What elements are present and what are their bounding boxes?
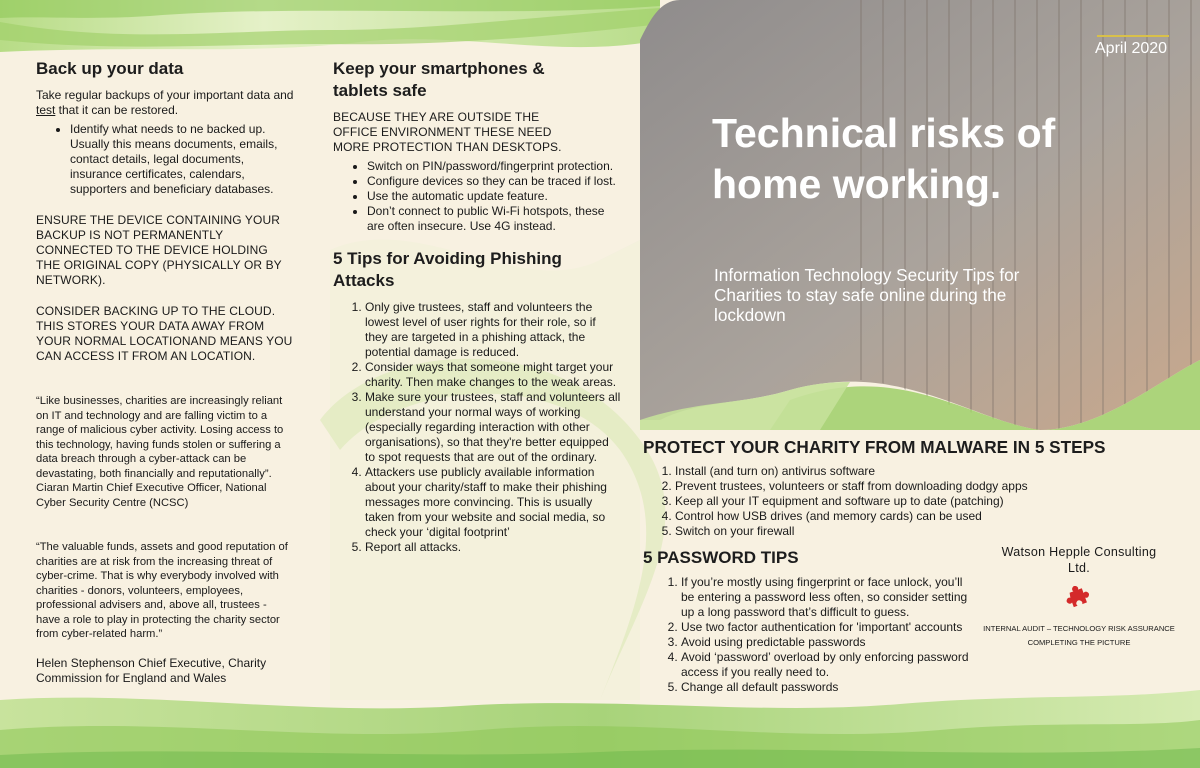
smartphones-bullet: • Use the automatic update feature.	[367, 189, 621, 204]
page-subtitle: Information Technology Security Tips for Charities to stay safe online during the lockdown	[714, 265, 1020, 325]
smartphones-heading: Keep your smartphones & tablets safe	[333, 59, 545, 100]
company-name-suffix: Ltd.	[1067, 561, 1091, 575]
password-heading: 5 PASSWORD TIPS	[643, 548, 799, 567]
backup-intro: Take regular backups of your important data and test that it can be restored.	[36, 88, 294, 117]
phishing-list	[333, 300, 621, 555]
company-slogan: COMPLETING THE PICTURE	[1027, 638, 1131, 647]
malware-item: 3. Keep all your IT equipment and software up to date (patching)	[675, 494, 1183, 509]
devices-column	[333, 58, 621, 555]
ncsc-quote-author: Ciaran Martin Chief Executive Officer, National Cyber Security Centre (NCSC)	[36, 482, 267, 509]
password-item: 4. Avoid ‘password’ overload by only enforcing password access if you really need to.	[681, 650, 971, 680]
backup-ensure-text: ENSURE THE DEVICE CONTAINING YOUR BACKUP IS NOT PERMANENTLY CONNECTED TO THE DEVICE HOLDING THE ORIGINAL COPY (PHYSICALLY OR BY NETWORK).	[36, 213, 282, 287]
password-item: 2. Use two factor authentication for 'important' accounts	[681, 620, 971, 635]
company-name: Watson Hepple Consulting	[1001, 545, 1157, 559]
puzzle-piece-icon	[1064, 586, 1094, 616]
charity-commission-quote-author: Helen Stephenson Chief Executive, Charity Commission for England and Wales	[36, 655, 267, 685]
company-tagline: INTERNAL AUDIT – TECHNOLOGY RISK ASSURANCE	[983, 624, 1175, 633]
date-rule	[1097, 35, 1169, 37]
phishing-item: 1. Only give trustees, staff and volunteers the lowest level of user rights for their role, so if they are targeted in a phishing attack, the potential damage is reduced.	[365, 300, 621, 360]
backup-cloud-text: CONSIDER BACKING UP TO THE CLOUD. THIS STORES YOUR DATA AWAY FROM YOUR NORMAL LOCATIONAND MEANS YOU CAN ACCESS IT FROM AN LOCATION.	[36, 304, 293, 363]
phishing-item: 2. Consider ways that someone might target your charity. Then make changes to the weak areas.	[365, 360, 621, 390]
password-list	[643, 575, 971, 695]
smartphones-bullet: • Configure devices so they can be traced if lost.	[367, 174, 621, 189]
phishing-item: 4. Attackers use publicly available information about your charity/staff to make their phishing messages more convincing. This is usually taken from your website and social media, so check your ‘digital footprint’	[365, 465, 621, 540]
charity-commission-quote: “The valuable funds, assets and good reputation of charities are at risk from the increasing threat of cyber-crime. That is why everybody involved with charities - donors, volunteers, employees, professional advisers and, above all, trustees - have a role to play in protecting the charity sector from cyber-related harm.”	[36, 541, 288, 640]
backup-column	[36, 58, 294, 686]
malware-item: 1. Install (and turn on) antivirus software	[675, 464, 1183, 479]
password-item: 5. Change all default passwords	[681, 680, 971, 695]
smartphones-bullets	[333, 159, 621, 234]
backup-heading: Back up your data	[36, 59, 184, 78]
malware-list	[643, 464, 1183, 539]
test-link[interactable]: test	[36, 103, 56, 117]
smartphones-bullet: • Switch on PIN/password/fingerprint protection.	[367, 159, 621, 174]
phishing-heading: 5 Tips for Avoiding Phishing Attacks	[333, 249, 562, 290]
password-item: 1. If you’re mostly using fingerprint or face unlock, you’ll be entering a password less often, so consider setting up a long password that’s difficult to guess.	[681, 575, 971, 620]
malware-item: 2. Prevent trustees, volunteers or staff from downloading dodgy apps	[675, 479, 1183, 494]
password-section	[643, 547, 973, 695]
page-title: Technical risks of home working.	[712, 110, 1056, 207]
building-photo	[640, 0, 1200, 430]
malware-section	[643, 436, 1183, 539]
ncsc-quote: “Like businesses, charities are increasingly reliant on IT and technology and are falling victim to a range of malicious cyber activity. Losing access to this technology, having funds stolen or suffering a data breach through a cyber-attack can be devastating, both financially and reputationally”.	[36, 395, 284, 480]
malware-item: 5. Switch on your firewall	[675, 524, 1183, 539]
phishing-item: 5. Report all attacks.	[365, 540, 621, 555]
phishing-item: 3. Make sure your trustees, staff and volunteers all understand your normal ways of working (especially regarding interaction with other organisations), so that they're better equipped to spot requests that are out of the ordinary.	[365, 390, 621, 465]
malware-heading: PROTECT YOUR CHARITY FROM MALWARE IN 5 STEPS	[643, 437, 1106, 457]
issue-date: April 2020	[1095, 40, 1168, 57]
backup-bullets	[36, 122, 294, 197]
company-block	[976, 544, 1182, 650]
malware-item: 4. Control how USB drives (and memory cards) can be used	[675, 509, 1183, 524]
password-item: 3. Avoid using predictable passwords	[681, 635, 971, 650]
smartphones-intro: BECAUSE THEY ARE OUTSIDE THE OFFICE ENVIRONMENT THESE NEED MORE PROTECTION THAN DESKTOPS.	[333, 110, 562, 154]
smartphones-bullet: • Don’t connect to public Wi-Fi hotspots, these are often insecure. Use 4G instead.	[367, 204, 621, 234]
backup-bullet: • Identify what needs to ne backed up. Usually this means documents, emails, contact details, legal documents, insurance certificates, calendars, supporters and beneficiary databases.	[70, 122, 294, 197]
